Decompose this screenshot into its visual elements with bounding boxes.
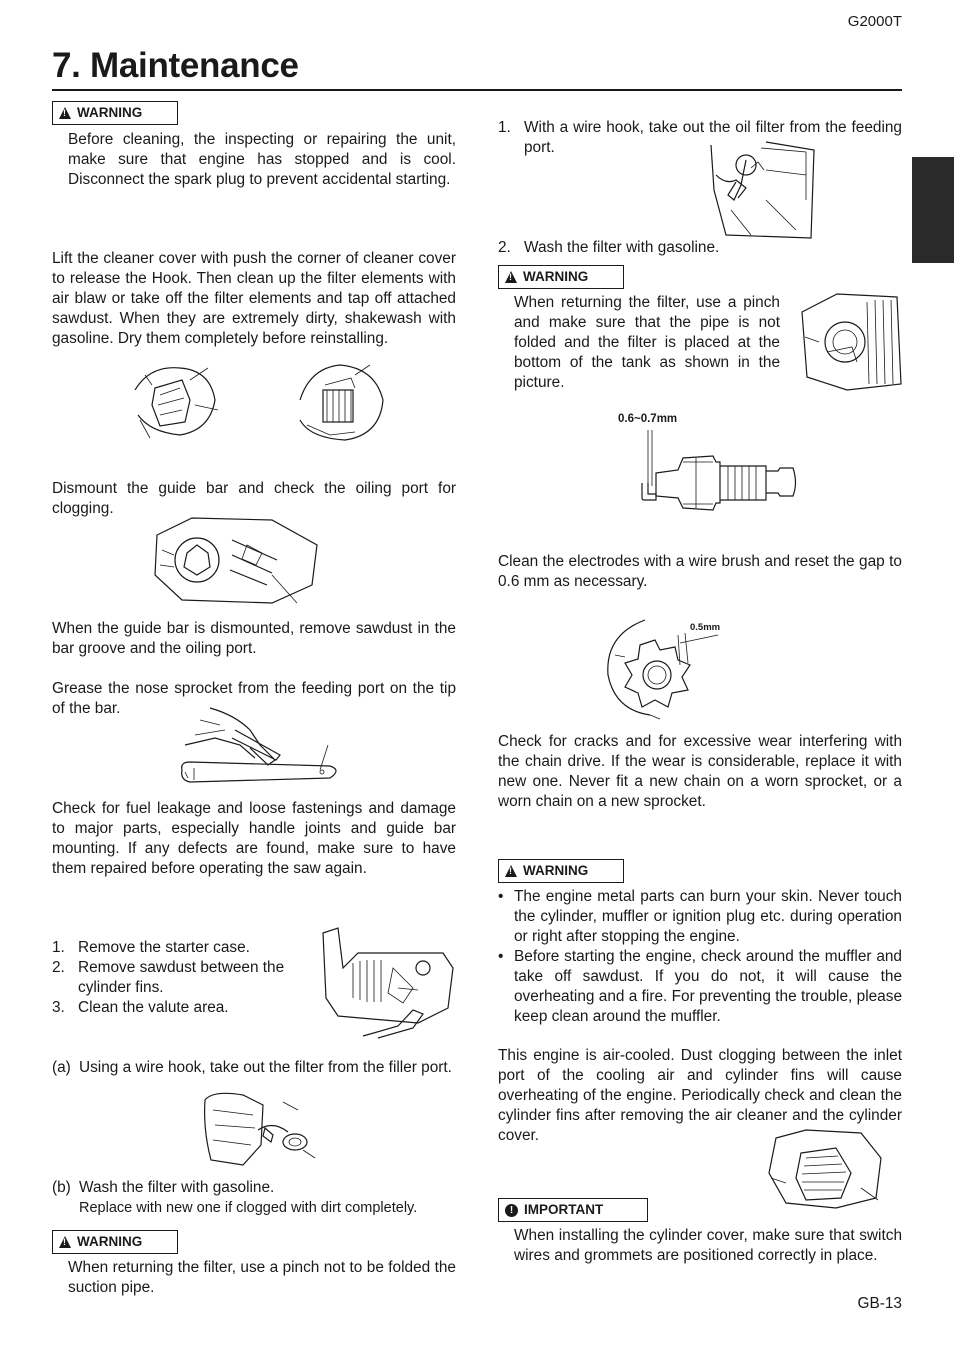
warning-text: Before cleaning, the inspecting or repairing the unit, make sure that engine has stopped and is cool. Disconnect the spark plug to prevent accidental starting. [68,131,456,188]
warning-badge [498,859,624,883]
air-cleaner-text: Lift the cleaner cover with push the corner of cleaner cover to release the Hook. Then clean up the filter elements with air blaw or take off the filter elements and tap off attached sawdust. When they are extremely dirty, shakewash with gasoline. Dry them completely before reinstalling. [52,250,456,347]
title-rule [52,89,902,91]
muffler-warnings [498,887,902,1027]
warning-label: WARNING [523,863,589,878]
cylinder-fins-illustration [318,928,458,1038]
warning-badge [498,265,624,289]
cleaning-steps [52,938,310,1018]
page-number: GB-13 [857,1295,902,1312]
inspection-text: Check for fuel leakage and loose fastenings and damage to major parts, especially handle joints and guide bar mounting. If any defects are found, make sure to have them repaired before operating the saw again. [52,800,456,877]
oil-tank-illustration [797,292,903,392]
list-item: • Before starting the engine, check around the muffler and take off sawdust. If you do not, it will cause the overheating and a fire. For preventing the trouble, please keep clean around the muffler. [498,948,902,1025]
list-item: • The engine metal parts can burn your skin. Never touch the cylinder, muffler or ignition plug etc. during operation or right after stopping the engine. [498,888,902,945]
important-text: When installing the cylinder cover, make sure that switch wires and grommets are positioned correctly in place. [514,1227,902,1264]
sprocket-text: Check for cracks and for excessive wear interfering with the chain drive. If the wear is considerable, replace it with new one. Never fit a new chain on a worn sprocket, or a worn chain on a new sprocket. [498,733,902,810]
guide-bar-text-2: Grease the nose sprocket from the feeding port on the tip of the bar. [52,680,456,717]
important-icon: ! [505,1204,518,1217]
list-item: 1. Remove the starter case. [52,939,250,956]
warning-icon [505,271,517,283]
spark-plug-illustration [638,428,803,518]
model-name: G2000T [847,13,902,30]
warning-badge [52,1230,178,1254]
spark-plug-text: Clean the electrodes with a wire brush and reset the gap to 0.6 mm as necessary. [498,553,902,590]
section-tab [912,157,954,263]
warning-label: WARNING [523,269,589,284]
oil-filter-illustration [706,140,814,240]
important-badge [498,1198,648,1222]
oiling-port-illustration [152,515,322,605]
warning-icon [59,1236,71,1248]
list-item: 3. Clean the valute area. [52,999,229,1016]
fuel-filter-note: Replace with new one if clogged with dirt completely. [79,1200,418,1216]
warning-label: WARNING [77,1234,143,1249]
warning-badge [52,101,178,125]
important-label: IMPORTANT [524,1202,604,1217]
warning-label: WARNING [77,105,143,120]
cylinder-cover-illustration [766,1128,884,1210]
list-item: 2. Remove sawdust between the cylinder fins. [52,959,285,996]
oiling-port-text: Dismount the guide bar and check the oiling port for clogging. [52,480,456,517]
guide-bar-grease-illustration [180,700,345,792]
sprocket-gap-label: 0.5mm [690,622,721,633]
warning-text: When returning the filter, use a pinch not to be folded the suction pipe. [68,1259,456,1296]
fuel-filter-step-a: (a) Using a wire hook, take out the filter from the filler port. [52,1059,452,1076]
warning-icon [505,865,517,877]
warning-text: When returning the filter, use a pinch and make sure that the pipe is not folded and the filter is placed at the bottom of the tank as shown in the picture. [514,294,780,391]
guide-bar-text-1: When the guide bar is dismounted, remove sawdust in the bar groove and the oiling port. [52,620,456,657]
page-title: 7. Maintenance [52,46,299,85]
fuel-filter-step-b: (b) Wash the filter with gasoline. Replace with new one if clogged with dirt completely. [52,1178,456,1218]
sprocket-illustration [600,615,720,720]
plug-gap-label: 0.6~0.7mm [618,413,678,425]
fuel-filter-illustration [203,1090,323,1175]
oil-filter-step-1: 1. With a wire hook, take out the oil filter from the feeding port. [498,119,902,156]
cooling-text: This engine is air-cooled. Dust clogging between the inlet port of the cooling air and cylinder fins will cause overheating of the engine. Periodically check and clean the cylinder fins after removing the air cleaner and the cylinder cover. [498,1047,902,1144]
oil-filter-step-2: 2. Wash the filter with gasoline. [498,239,720,256]
warning-icon [59,107,71,119]
air-filter-elements-illustration [295,360,385,445]
air-filter-illustration [130,360,220,440]
